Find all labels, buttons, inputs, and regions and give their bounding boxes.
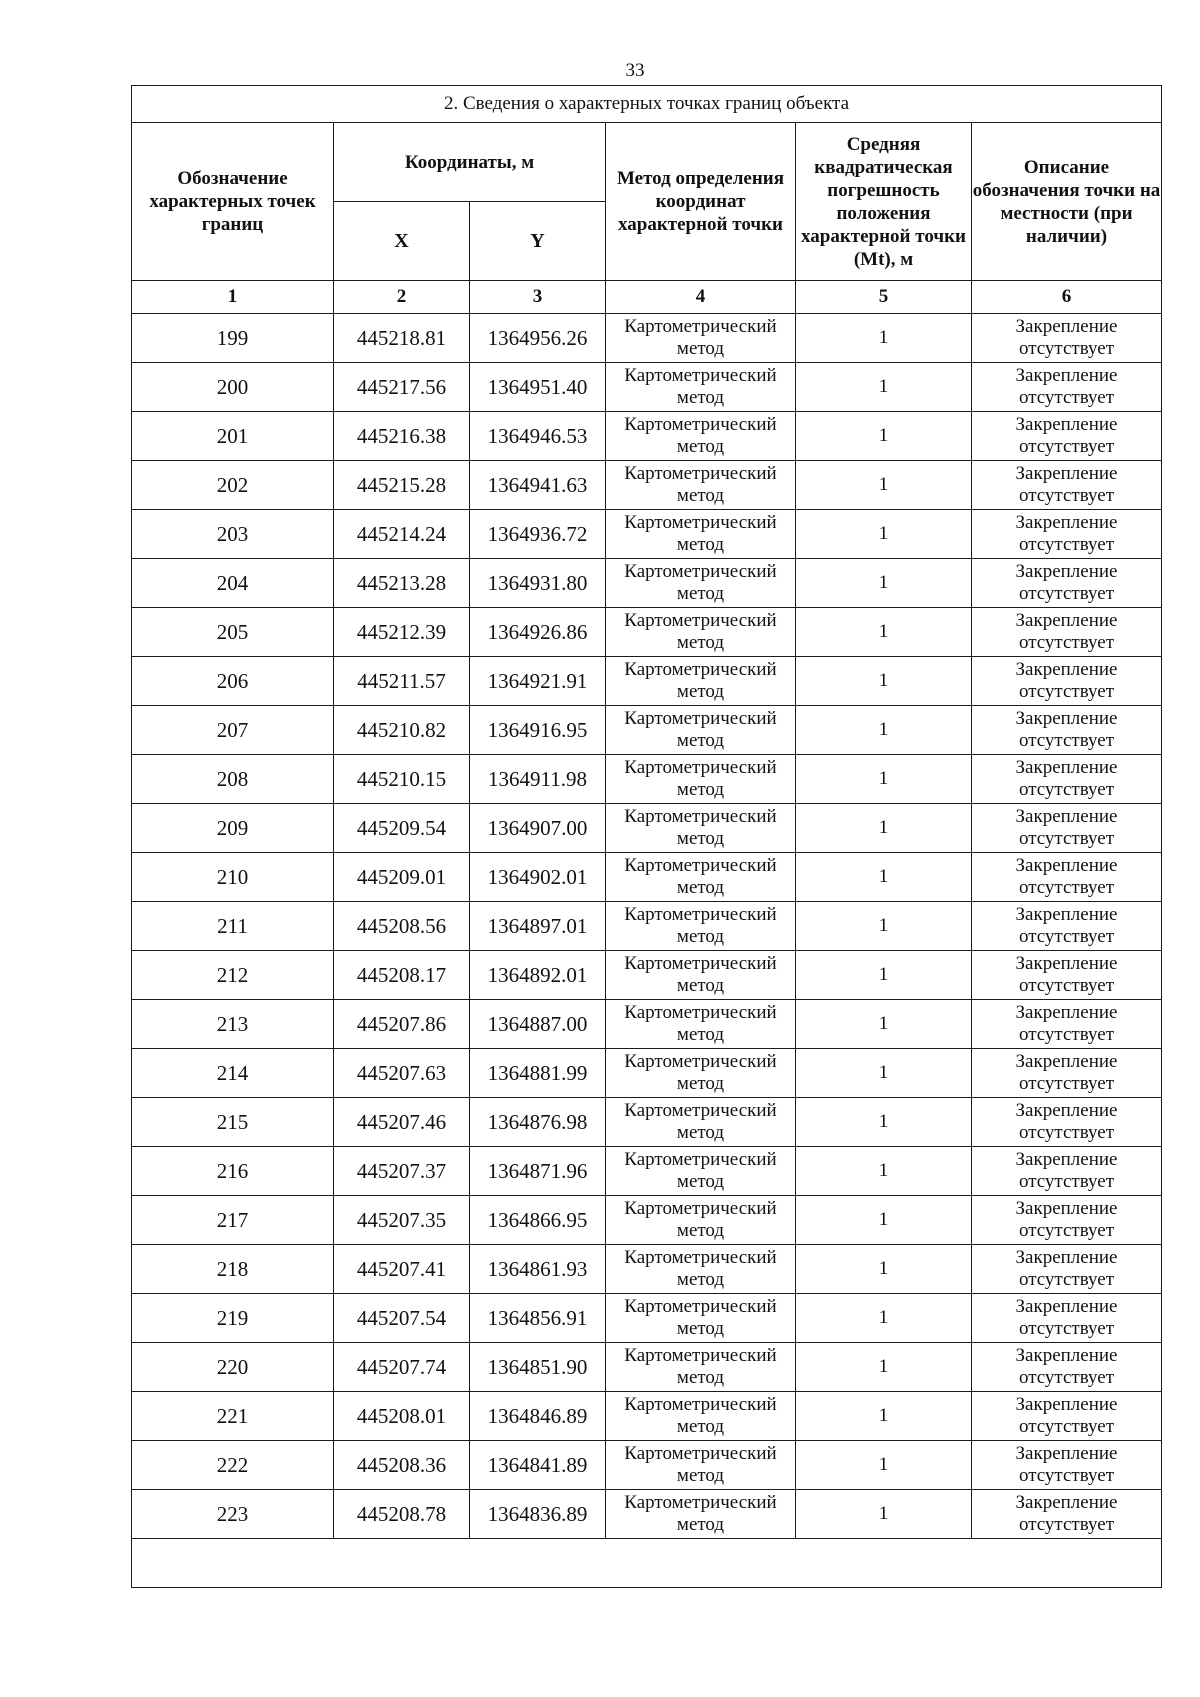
table-row bbox=[132, 853, 1162, 902]
method-cell: Картометрический метод bbox=[606, 363, 796, 412]
table-row bbox=[132, 1245, 1162, 1294]
method-cell: Картометрический метод bbox=[606, 902, 796, 951]
description-cell: Закрепление отсутствует bbox=[972, 363, 1162, 412]
table-row bbox=[132, 1294, 1162, 1343]
method-cell: Картометрический метод bbox=[606, 657, 796, 706]
method-cell: Картометрический метод bbox=[606, 608, 796, 657]
description-cell: Закрепление отсутствует bbox=[972, 1441, 1162, 1490]
y-coordinate-cell: 1364836.89 bbox=[470, 1490, 606, 1539]
point-id-cell: 221 bbox=[132, 1392, 334, 1441]
x-coordinate-cell: 445207.63 bbox=[334, 1049, 470, 1098]
table-row bbox=[132, 1049, 1162, 1098]
method-cell: Картометрический метод bbox=[606, 1294, 796, 1343]
description-cell: Закрепление отсутствует bbox=[972, 461, 1162, 510]
method-cell: Картометрический метод bbox=[606, 755, 796, 804]
y-coordinate-cell: 1364946.53 bbox=[470, 412, 606, 461]
x-coordinate-cell: 445213.28 bbox=[334, 559, 470, 608]
point-id-cell: 219 bbox=[132, 1294, 334, 1343]
point-id-cell: 200 bbox=[132, 363, 334, 412]
point-id-cell: 220 bbox=[132, 1343, 334, 1392]
y-coordinate-cell: 1364866.95 bbox=[470, 1196, 606, 1245]
page-number: 33 bbox=[625, 60, 645, 81]
empty-footer-cell bbox=[132, 1539, 1162, 1588]
y-coordinate-cell: 1364851.90 bbox=[470, 1343, 606, 1392]
table-row bbox=[132, 1098, 1162, 1147]
table-row bbox=[132, 461, 1162, 510]
point-id-cell: 218 bbox=[132, 1245, 334, 1294]
column-numbers-row bbox=[132, 281, 1162, 314]
x-coordinate-cell: 445215.28 bbox=[334, 461, 470, 510]
table-row bbox=[132, 1490, 1162, 1539]
x-coordinate-cell: 445218.81 bbox=[334, 314, 470, 363]
table-row bbox=[132, 804, 1162, 853]
method-cell: Картометрический метод bbox=[606, 1147, 796, 1196]
y-coordinate-cell: 1364876.98 bbox=[470, 1098, 606, 1147]
column-number: 1 bbox=[132, 281, 334, 314]
method-cell: Картометрический метод bbox=[606, 1343, 796, 1392]
description-cell: Закрепление отсутствует bbox=[972, 804, 1162, 853]
x-coordinate-cell: 445216.38 bbox=[334, 412, 470, 461]
mt-error-cell: 1 bbox=[796, 1441, 972, 1490]
x-coordinate-cell: 445214.24 bbox=[334, 510, 470, 559]
header-error: Средняя квадратическая погрешность положения характерной точки (Mt), м bbox=[796, 123, 972, 281]
point-id-cell: 223 bbox=[132, 1490, 334, 1539]
mt-error-cell: 1 bbox=[796, 461, 972, 510]
point-id-cell: 213 bbox=[132, 1000, 334, 1049]
x-coordinate-cell: 445210.15 bbox=[334, 755, 470, 804]
point-id-cell: 206 bbox=[132, 657, 334, 706]
description-cell: Закрепление отсутствует bbox=[972, 1147, 1162, 1196]
method-cell: Картометрический метод bbox=[606, 1490, 796, 1539]
method-cell: Картометрический метод bbox=[606, 1196, 796, 1245]
y-coordinate-cell: 1364881.99 bbox=[470, 1049, 606, 1098]
y-coordinate-cell: 1364926.86 bbox=[470, 608, 606, 657]
column-number: 3 bbox=[470, 281, 606, 314]
description-cell: Закрепление отсутствует bbox=[972, 1490, 1162, 1539]
description-cell: Закрепление отсутствует bbox=[972, 1392, 1162, 1441]
description-cell: Закрепление отсутствует bbox=[972, 559, 1162, 608]
column-number: 4 bbox=[606, 281, 796, 314]
header-designation: Обозначение характерных точек границ bbox=[132, 123, 334, 281]
mt-error-cell: 1 bbox=[796, 1147, 972, 1196]
point-id-cell: 204 bbox=[132, 559, 334, 608]
point-id-cell: 210 bbox=[132, 853, 334, 902]
x-coordinate-cell: 445209.54 bbox=[334, 804, 470, 853]
y-coordinate-cell: 1364897.01 bbox=[470, 902, 606, 951]
point-id-cell: 207 bbox=[132, 706, 334, 755]
method-cell: Картометрический метод bbox=[606, 1098, 796, 1147]
mt-error-cell: 1 bbox=[796, 363, 972, 412]
point-id-cell: 208 bbox=[132, 755, 334, 804]
table-row bbox=[132, 1000, 1162, 1049]
x-coordinate-cell: 445207.41 bbox=[334, 1245, 470, 1294]
point-id-cell: 199 bbox=[132, 314, 334, 363]
mt-error-cell: 1 bbox=[796, 412, 972, 461]
description-cell: Закрепление отсутствует bbox=[972, 755, 1162, 804]
description-cell: Закрепление отсутствует bbox=[972, 1000, 1162, 1049]
boundary-points-table bbox=[131, 85, 1162, 1588]
description-cell: Закрепление отсутствует bbox=[972, 853, 1162, 902]
method-cell: Картометрический метод bbox=[606, 1049, 796, 1098]
method-cell: Картометрический метод bbox=[606, 1441, 796, 1490]
method-cell: Картометрический метод bbox=[606, 804, 796, 853]
y-coordinate-cell: 1364921.91 bbox=[470, 657, 606, 706]
table-row bbox=[132, 559, 1162, 608]
header-x: X bbox=[334, 202, 470, 281]
point-id-cell: 215 bbox=[132, 1098, 334, 1147]
method-cell: Картометрический метод bbox=[606, 1000, 796, 1049]
table-row bbox=[132, 608, 1162, 657]
column-number: 2 bbox=[334, 281, 470, 314]
description-cell: Закрепление отсутствует bbox=[972, 1049, 1162, 1098]
point-id-cell: 222 bbox=[132, 1441, 334, 1490]
table-row bbox=[132, 1392, 1162, 1441]
header-y: Y bbox=[470, 202, 606, 281]
table-row bbox=[132, 314, 1162, 363]
description-cell: Закрепление отсутствует bbox=[972, 412, 1162, 461]
mt-error-cell: 1 bbox=[796, 608, 972, 657]
point-id-cell: 214 bbox=[132, 1049, 334, 1098]
method-cell: Картометрический метод bbox=[606, 412, 796, 461]
y-coordinate-cell: 1364846.89 bbox=[470, 1392, 606, 1441]
y-coordinate-cell: 1364916.95 bbox=[470, 706, 606, 755]
mt-error-cell: 1 bbox=[796, 951, 972, 1000]
mt-error-cell: 1 bbox=[796, 853, 972, 902]
point-id-cell: 211 bbox=[132, 902, 334, 951]
y-coordinate-cell: 1364892.01 bbox=[470, 951, 606, 1000]
mt-error-cell: 1 bbox=[796, 510, 972, 559]
table-row bbox=[132, 412, 1162, 461]
mt-error-cell: 1 bbox=[796, 1294, 972, 1343]
point-id-cell: 203 bbox=[132, 510, 334, 559]
x-coordinate-cell: 445212.39 bbox=[334, 608, 470, 657]
y-coordinate-cell: 1364861.93 bbox=[470, 1245, 606, 1294]
table-row bbox=[132, 706, 1162, 755]
mt-error-cell: 1 bbox=[796, 657, 972, 706]
y-coordinate-cell: 1364902.01 bbox=[470, 853, 606, 902]
table-row bbox=[132, 657, 1162, 706]
x-coordinate-cell: 445209.01 bbox=[334, 853, 470, 902]
y-coordinate-cell: 1364941.63 bbox=[470, 461, 606, 510]
point-id-cell: 209 bbox=[132, 804, 334, 853]
x-coordinate-cell: 445208.36 bbox=[334, 1441, 470, 1490]
y-coordinate-cell: 1364931.80 bbox=[470, 559, 606, 608]
mt-error-cell: 1 bbox=[796, 1490, 972, 1539]
mt-error-cell: 1 bbox=[796, 1049, 972, 1098]
x-coordinate-cell: 445207.37 bbox=[334, 1147, 470, 1196]
mt-error-cell: 1 bbox=[796, 902, 972, 951]
table-row bbox=[132, 1441, 1162, 1490]
y-coordinate-cell: 1364911.98 bbox=[470, 755, 606, 804]
mt-error-cell: 1 bbox=[796, 755, 972, 804]
description-cell: Закрепление отсутствует bbox=[972, 951, 1162, 1000]
method-cell: Картометрический метод bbox=[606, 706, 796, 755]
table-row bbox=[132, 951, 1162, 1000]
header-row bbox=[132, 123, 1162, 202]
mt-error-cell: 1 bbox=[796, 1000, 972, 1049]
y-coordinate-cell: 1364887.00 bbox=[470, 1000, 606, 1049]
table-row bbox=[132, 1147, 1162, 1196]
x-coordinate-cell: 445208.78 bbox=[334, 1490, 470, 1539]
point-id-cell: 205 bbox=[132, 608, 334, 657]
x-coordinate-cell: 445208.01 bbox=[334, 1392, 470, 1441]
x-coordinate-cell: 445217.56 bbox=[334, 363, 470, 412]
x-coordinate-cell: 445207.35 bbox=[334, 1196, 470, 1245]
mt-error-cell: 1 bbox=[796, 1245, 972, 1294]
section-title: 2. Сведения о характерных точках границ объекта bbox=[132, 86, 1162, 123]
x-coordinate-cell: 445207.74 bbox=[334, 1343, 470, 1392]
header-method: Метод определения координат характерной точки bbox=[606, 123, 796, 281]
header-coordinates: Координаты, м bbox=[334, 123, 606, 202]
x-coordinate-cell: 445207.46 bbox=[334, 1098, 470, 1147]
table-row bbox=[132, 510, 1162, 559]
mt-error-cell: 1 bbox=[796, 1343, 972, 1392]
x-coordinate-cell: 445207.86 bbox=[334, 1000, 470, 1049]
method-cell: Картометрический метод bbox=[606, 314, 796, 363]
mt-error-cell: 1 bbox=[796, 1196, 972, 1245]
mt-error-cell: 1 bbox=[796, 559, 972, 608]
x-coordinate-cell: 445211.57 bbox=[334, 657, 470, 706]
y-coordinate-cell: 1364856.91 bbox=[470, 1294, 606, 1343]
empty-footer-row bbox=[132, 1539, 1162, 1588]
point-id-cell: 212 bbox=[132, 951, 334, 1000]
y-coordinate-cell: 1364871.96 bbox=[470, 1147, 606, 1196]
description-cell: Закрепление отсутствует bbox=[972, 510, 1162, 559]
table-row bbox=[132, 755, 1162, 804]
x-coordinate-cell: 445208.56 bbox=[334, 902, 470, 951]
description-cell: Закрепление отсутствует bbox=[972, 657, 1162, 706]
point-id-cell: 216 bbox=[132, 1147, 334, 1196]
description-cell: Закрепление отсутствует bbox=[972, 1098, 1162, 1147]
x-coordinate-cell: 445207.54 bbox=[334, 1294, 470, 1343]
y-coordinate-cell: 1364951.40 bbox=[470, 363, 606, 412]
point-id-cell: 202 bbox=[132, 461, 334, 510]
mt-error-cell: 1 bbox=[796, 804, 972, 853]
description-cell: Закрепление отсутствует bbox=[972, 706, 1162, 755]
method-cell: Картометрический метод bbox=[606, 461, 796, 510]
point-id-cell: 217 bbox=[132, 1196, 334, 1245]
y-coordinate-cell: 1364936.72 bbox=[470, 510, 606, 559]
method-cell: Картометрический метод bbox=[606, 1392, 796, 1441]
table-row bbox=[132, 1196, 1162, 1245]
description-cell: Закрепление отсутствует bbox=[972, 608, 1162, 657]
x-coordinate-cell: 445208.17 bbox=[334, 951, 470, 1000]
y-coordinate-cell: 1364841.89 bbox=[470, 1441, 606, 1490]
description-cell: Закрепление отсутствует bbox=[972, 1294, 1162, 1343]
y-coordinate-cell: 1364956.26 bbox=[470, 314, 606, 363]
column-number: 5 bbox=[796, 281, 972, 314]
method-cell: Картометрический метод bbox=[606, 951, 796, 1000]
description-cell: Закрепление отсутствует bbox=[972, 1245, 1162, 1294]
mt-error-cell: 1 bbox=[796, 1392, 972, 1441]
description-cell: Закрепление отсутствует bbox=[972, 1343, 1162, 1392]
table-row bbox=[132, 902, 1162, 951]
method-cell: Картометрический метод bbox=[606, 559, 796, 608]
column-number: 6 bbox=[972, 281, 1162, 314]
header-description: Описание обозначения точки на местности (при наличии) bbox=[972, 123, 1162, 281]
mt-error-cell: 1 bbox=[796, 1098, 972, 1147]
table-row bbox=[132, 363, 1162, 412]
description-cell: Закрепление отсутствует bbox=[972, 314, 1162, 363]
method-cell: Картометрический метод bbox=[606, 1245, 796, 1294]
description-cell: Закрепление отсутствует bbox=[972, 902, 1162, 951]
mt-error-cell: 1 bbox=[796, 706, 972, 755]
x-coordinate-cell: 445210.82 bbox=[334, 706, 470, 755]
method-cell: Картометрический метод bbox=[606, 853, 796, 902]
section-title-row bbox=[132, 86, 1162, 123]
method-cell: Картометрический метод bbox=[606, 510, 796, 559]
y-coordinate-cell: 1364907.00 bbox=[470, 804, 606, 853]
table-row bbox=[132, 1343, 1162, 1392]
description-cell: Закрепление отсутствует bbox=[972, 1196, 1162, 1245]
mt-error-cell: 1 bbox=[796, 314, 972, 363]
point-id-cell: 201 bbox=[132, 412, 334, 461]
